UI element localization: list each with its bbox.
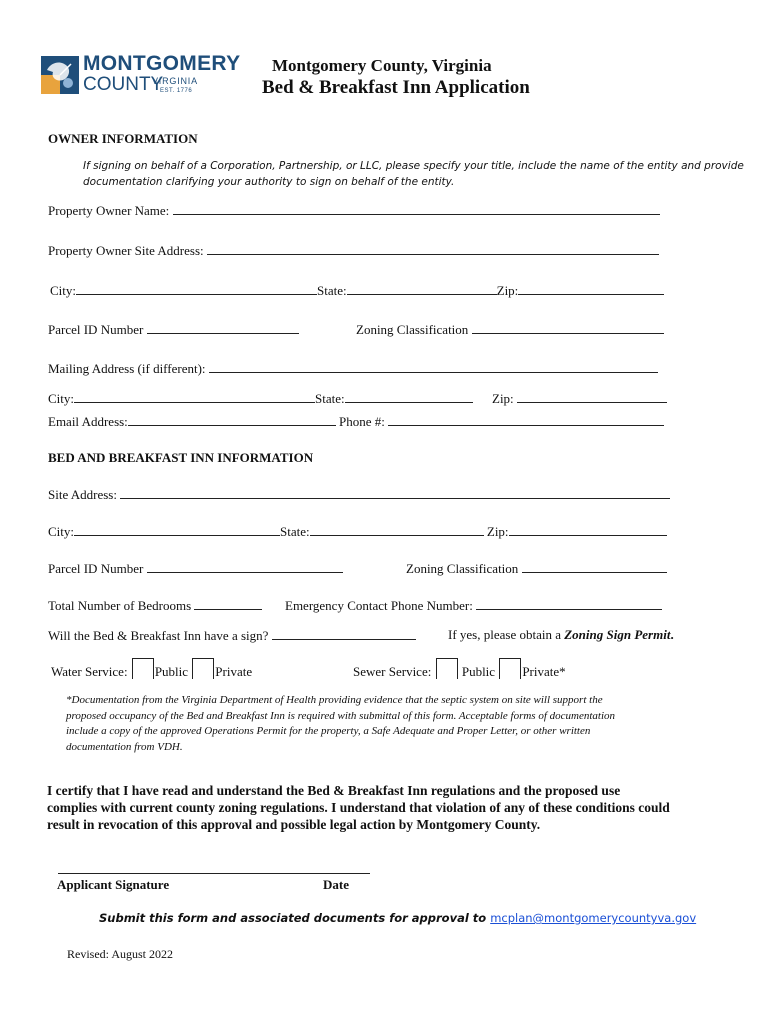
owner-zoning-field[interactable] xyxy=(472,321,664,334)
county-logo-icon xyxy=(41,56,79,94)
footnote-line: include a copy of the approved Operations Permit for the property, a Safe Adequate and Proper Letter, or other written xyxy=(66,725,591,737)
applicant-signature-label: Applicant Signature xyxy=(57,877,170,892)
bnb-zoning-row xyxy=(406,560,667,577)
owner-site-address-label: Property Owner Site Address: xyxy=(48,243,204,258)
bnb-zoning-label: Zoning Classification xyxy=(406,561,519,576)
mailing-city-row xyxy=(48,390,473,407)
owner-city-label: City: xyxy=(50,283,77,298)
date-label: Date xyxy=(323,877,349,892)
water-service-label: Water Service: xyxy=(51,664,128,679)
bnb-zip-field[interactable] xyxy=(509,523,667,536)
owner-name-field[interactable] xyxy=(173,202,660,215)
bnb-state-label: State: xyxy=(280,524,310,539)
mailing-address-row xyxy=(48,360,658,377)
bnb-parcel-row xyxy=(48,560,343,577)
sign-note-suffix: . xyxy=(670,627,674,642)
water-private-label: Private xyxy=(215,664,253,679)
owner-name-label: Property Owner Name: xyxy=(48,203,170,218)
logo-text-state: VIRGINIA xyxy=(152,76,198,86)
phone-label: Phone #: xyxy=(339,414,385,429)
bnb-site-address-row xyxy=(48,486,670,503)
certify-line: result in revocation of this approval and possible legal action by Montgomery County. xyxy=(47,817,541,832)
emergency-field[interactable] xyxy=(476,597,662,610)
submit-instructions xyxy=(99,911,696,925)
water-private-checkbox[interactable] xyxy=(192,658,214,679)
owner-zoning-row xyxy=(356,321,664,338)
bnb-section-heading: BED AND BREAKFAST INN INFORMATION xyxy=(48,450,314,465)
mailing-zip-field[interactable] xyxy=(517,390,667,403)
bnb-site-address-label: Site Address: xyxy=(48,487,117,502)
bnb-site-address-field[interactable] xyxy=(120,486,670,499)
emergency-label: Emergency Contact Phone Number: xyxy=(285,598,473,613)
logo-text-line1: MONTGOMERY xyxy=(83,52,241,75)
owner-name-row xyxy=(48,202,660,219)
bnb-parcel-label: Parcel ID Number xyxy=(48,561,144,576)
certification-statement xyxy=(47,782,670,833)
sewer-private-label: Private* xyxy=(522,664,566,679)
owner-parcel-label: Parcel ID Number xyxy=(48,322,144,337)
footnote-line: proposed occupancy of the Bed and Breakfast Inn is required with submittal of this form. Acceptable forms of documentation xyxy=(66,709,616,722)
bnb-city-row xyxy=(48,523,667,540)
owner-state-label: State: xyxy=(317,283,347,298)
phone-field[interactable] xyxy=(388,413,664,426)
submit-text: Submit this form and associated documents for approval to xyxy=(99,911,491,925)
bnb-parcel-field[interactable] xyxy=(147,560,343,573)
bnb-city-field[interactable] xyxy=(74,523,280,536)
owner-state-field[interactable] xyxy=(347,282,497,295)
bedrooms-field[interactable] xyxy=(194,597,262,610)
owner-note: If signing on behalf of a Corporation, Partnership, or LLC, please specify your title, include the name of the entity and provide xyxy=(83,160,744,172)
mailing-state-label: State: xyxy=(315,391,345,406)
bedrooms-label: Total Number of Bedrooms xyxy=(48,598,192,613)
owner-zip-label: Zip: xyxy=(496,283,519,298)
owner-zoning-label: Zoning Classification xyxy=(356,322,469,337)
email-label: Email Address: xyxy=(48,414,128,429)
sewer-public-checkbox[interactable] xyxy=(436,658,458,679)
owner-city-row xyxy=(50,282,664,299)
sign-row xyxy=(48,627,416,644)
sign-note-prefix: If yes, please obtain a xyxy=(448,627,565,642)
certify-line: complies with current county zoning regulations. I understand that violation of any of these conditions could xyxy=(47,800,670,815)
bedrooms-row xyxy=(48,597,262,614)
owner-zip-field[interactable] xyxy=(518,282,664,295)
water-public-label: Public xyxy=(154,664,189,679)
mailing-address-field[interactable] xyxy=(209,360,658,373)
owner-parcel-row xyxy=(48,321,299,338)
logo-text-est: EST. 1776 xyxy=(160,88,193,94)
mailing-zip-row xyxy=(492,390,667,407)
bnb-state-field[interactable] xyxy=(310,523,484,536)
owner-section-heading: OWNER INFORMATION xyxy=(48,131,198,146)
certify-line: I certify that I have read and understand the Bed & Breakfast Inn regulations and the proposed use xyxy=(47,783,621,798)
signature-line[interactable] xyxy=(58,873,370,874)
sewer-private-checkbox[interactable] xyxy=(499,658,521,679)
submit-email-link[interactable]: mcplan@montgomerycountyva.gov xyxy=(490,911,697,925)
sign-field[interactable] xyxy=(272,627,416,640)
zoning-sign-permit-text: Zoning Sign Permit xyxy=(564,627,671,642)
revised-date: Revised: August 2022 xyxy=(67,947,174,961)
sewer-service-label: Sewer Service: xyxy=(353,664,432,679)
sewer-public-label: Public xyxy=(461,664,496,679)
sewer-service-row xyxy=(353,658,566,680)
mailing-city-label: City: xyxy=(48,391,75,406)
owner-note-2: documentation clarifying your authority to sign on behalf of the entity. xyxy=(83,176,455,188)
water-service-row xyxy=(51,658,252,680)
owner-parcel-field[interactable] xyxy=(147,321,299,334)
mailing-city-field[interactable] xyxy=(74,390,315,403)
septic-footnote xyxy=(66,693,615,755)
county-heading: Montgomery County, Virginia xyxy=(272,56,492,75)
logo-text-line2: COUNTY xyxy=(83,74,164,95)
water-public-checkbox[interactable] xyxy=(132,658,154,679)
emergency-row xyxy=(285,597,662,614)
email-field[interactable] xyxy=(128,413,336,426)
mailing-state-field[interactable] xyxy=(345,390,473,403)
mailing-address-label: Mailing Address (if different): xyxy=(48,361,206,376)
page-title: Bed & Breakfast Inn Application xyxy=(262,77,530,98)
footnote-line: documentation from VDH. xyxy=(66,740,183,753)
footnote-line: *Documentation from the Virginia Department of Health providing evidence that the septic system on site will support the xyxy=(66,694,603,706)
owner-site-address-field[interactable] xyxy=(207,242,659,255)
sign-label: Will the Bed & Breakfast Inn have a sign? xyxy=(48,628,269,643)
owner-city-field[interactable] xyxy=(76,282,317,295)
bnb-city-label: City: xyxy=(48,524,75,539)
mailing-zip-label: Zip: xyxy=(492,391,514,406)
bnb-zip-label: Zip: xyxy=(486,524,509,539)
owner-site-address-row xyxy=(48,242,659,259)
sign-note xyxy=(448,627,674,643)
bnb-zoning-field[interactable] xyxy=(522,560,667,573)
email-phone-row xyxy=(48,413,664,430)
